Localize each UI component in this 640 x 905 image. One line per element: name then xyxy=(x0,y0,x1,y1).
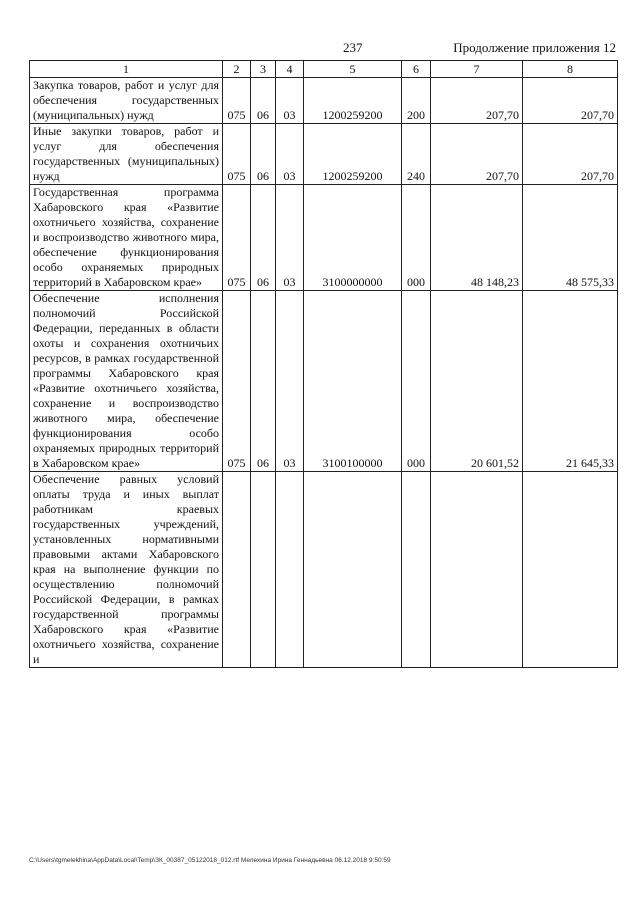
code-subsection: 03 xyxy=(276,78,304,124)
code-section: 06 xyxy=(251,124,276,185)
code-target: 3100000000 xyxy=(304,185,402,291)
column-header-6: 6 xyxy=(402,61,431,78)
code-target xyxy=(304,472,402,668)
amount-year-1 xyxy=(431,472,523,668)
column-header-2: 2 xyxy=(223,61,251,78)
file-path-footer: C:\Users\tgmelekhina\AppData\Local\Temp\ЗК_00387_05122018_012.rtf Мелехина Ирина Геннадьевна 06.12.2018 9:50:59 xyxy=(29,857,391,864)
column-header-7: 7 xyxy=(431,61,523,78)
amount-year-1: 207,70 xyxy=(431,124,523,185)
column-header-3: 3 xyxy=(251,61,276,78)
code-subsection: 03 xyxy=(276,185,304,291)
code-expense-type: 200 xyxy=(402,78,431,124)
code-ministry: 075 xyxy=(223,185,251,291)
row-name: Закупка товаров, работ и услуг для обеспечения государственных (муниципальных) нужд xyxy=(30,78,223,124)
column-header-5: 5 xyxy=(304,61,402,78)
row-name: Обеспечение исполнения полномочий Российской Федерации, переданных в области охоты и сохранения охотничьих ресурсов, в рамках государственной программы Хабаровского края «Развитие охотничьего хозяйства, сохранение и воспроизводство животного мира, обеспечение функционирования особо охраняемых природных территорий в Хабаровском крае» xyxy=(30,291,223,472)
code-section: 06 xyxy=(251,78,276,124)
amount-year-2: 207,70 xyxy=(523,78,618,124)
row-name: Иные закупки товаров, работ и услуг для обеспечения государственных (муниципальных) нужд xyxy=(30,124,223,185)
row-name: Государственная программа Хабаровского края «Развитие охотничьего хозяйства, сохранение и воспроизводство животного мира, обеспечение функционирования особо охраняемых природных территорий в Хабаровском крае» xyxy=(30,185,223,291)
page-number: 237 xyxy=(343,40,363,55)
table-row xyxy=(30,291,618,472)
table-row xyxy=(30,124,618,185)
appendix-label: Продолжение приложения 12 xyxy=(453,40,616,55)
amount-year-2: 207,70 xyxy=(523,124,618,185)
code-ministry xyxy=(223,472,251,668)
code-target: 3100100000 xyxy=(304,291,402,472)
amount-year-1: 20 601,52 xyxy=(431,291,523,472)
table-header-row xyxy=(30,61,618,78)
code-target: 1200259200 xyxy=(304,78,402,124)
code-section: 06 xyxy=(251,185,276,291)
amount-year-1: 207,70 xyxy=(431,78,523,124)
table-row xyxy=(30,472,618,668)
code-expense-type: 000 xyxy=(402,291,431,472)
code-expense-type xyxy=(402,472,431,668)
code-target: 1200259200 xyxy=(304,124,402,185)
amount-year-2: 48 575,33 xyxy=(523,185,618,291)
budget-table xyxy=(29,60,618,668)
code-subsection: 03 xyxy=(276,291,304,472)
code-expense-type: 240 xyxy=(402,124,431,185)
amount-year-1: 48 148,23 xyxy=(431,185,523,291)
table-row xyxy=(30,185,618,291)
code-subsection: 03 xyxy=(276,124,304,185)
code-section: 06 xyxy=(251,291,276,472)
code-ministry: 075 xyxy=(223,78,251,124)
table-row xyxy=(30,78,618,124)
code-expense-type: 000 xyxy=(402,185,431,291)
code-ministry: 075 xyxy=(223,124,251,185)
column-header-1: 1 xyxy=(30,61,223,78)
column-header-8: 8 xyxy=(523,61,618,78)
code-subsection xyxy=(276,472,304,668)
amount-year-2 xyxy=(523,472,618,668)
row-name: Обеспечение равных условий оплаты труда и иных выплат работникам краевых государственных учреждений, установленных нормативными правовыми актами Хабаровского края на выполнение функции по осуществлению полномочий Российской Федерации, в рамках государственной программы Хабаровского края «Развитие охотничьего хозяйства, сохранение и xyxy=(30,472,223,668)
code-section xyxy=(251,472,276,668)
code-ministry: 075 xyxy=(223,291,251,472)
amount-year-2: 21 645,33 xyxy=(523,291,618,472)
column-header-4: 4 xyxy=(276,61,304,78)
